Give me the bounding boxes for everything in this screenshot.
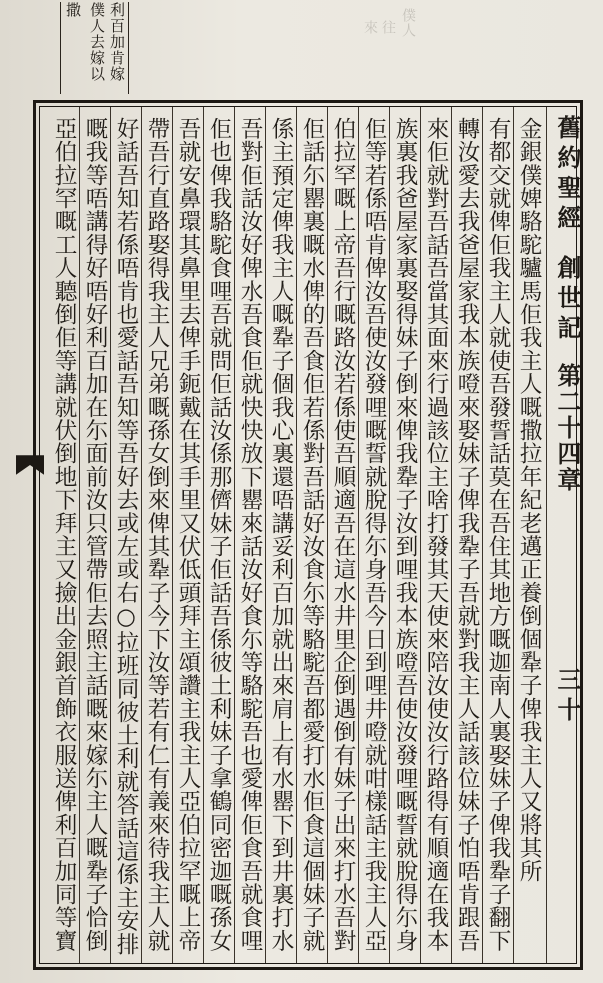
text-column-14: 好話吾知若係唔肯也愛話吾知等吾好去或左或右○拉班同彼土利就答話這係主安排	[113, 117, 139, 956]
text-column-2: 有都交就俾佢我主人就使吾發誓話莫在吾住其地方嘅迦南人裏娶妹子俾我𢆡子翻下	[485, 117, 511, 953]
column-rule	[296, 107, 297, 963]
column-rule	[389, 107, 390, 963]
text-column-15: 嘅我等唔講得好唔好利百加在尓面前汝只管帶佢去照主話嘅來嫁尓主人嘅𢆡子恰倒	[82, 117, 108, 953]
bleed-line-2: 往	[380, 20, 396, 35]
fishtail-mark-icon	[16, 455, 44, 475]
annotation-rule-mid	[128, 2, 129, 94]
text-column-12: 吾就安鼻環其鼻里去俾手鈪戴在其手里又伏低頭拜主頌讚主我主人亞伯拉罕嘅上帝	[175, 117, 201, 953]
column-rule	[327, 107, 328, 963]
margin-annotation	[60, 2, 146, 94]
text-column-5: 族裏我爸屋家裏娶得妹子倒來俾我𢆡子汝到哩我本族噔吾使汝發哩嘅誓就脫得尓身	[392, 117, 418, 953]
book-title: 舊約聖經	[553, 115, 582, 235]
column-rule	[79, 107, 80, 963]
column-rule	[358, 107, 359, 963]
column-rule	[203, 107, 204, 963]
text-frame	[33, 100, 583, 970]
column-rule	[513, 107, 514, 963]
bleed-line-3: 來	[362, 20, 378, 35]
text-column-7: 伯拉罕嘅上帝吾行嘅路汝若係使吾順適吾在這水井里企倒遇倒有妹子出來打水吾對	[330, 117, 356, 953]
column-rule	[420, 107, 421, 963]
text-column-13: 帶吾行直路娶得我主人兄弟嘅孫女倒來俾其𢆡子今下汝等若有仁有義來待我主人就	[144, 117, 170, 953]
text-frame-inner	[39, 106, 582, 964]
bleed-line-1: 僕人	[400, 8, 416, 38]
column-rule	[141, 107, 142, 963]
annotation-line-2: 僕人去嫁以	[88, 2, 106, 82]
text-column-11: 佢也俾我駱駝食哩吾就問佢話汝係那儕妹子佢話吾係彼土利妹子拿鶴同密迦嘅孫女	[206, 117, 232, 953]
column-rule	[265, 107, 266, 963]
column-rule	[482, 107, 483, 963]
column-rule	[110, 107, 111, 963]
book-name: 創世記	[553, 255, 582, 345]
header-rule	[546, 107, 547, 963]
annotation-line-3: 撒	[64, 2, 82, 18]
text-column-4: 來佢就對吾話吾當其面來行過該位主啥打發其天使來陪汝使汝行路得有順適在我本	[423, 117, 449, 953]
text-column-9: 係主預定俾我主人嘅𢆡子個我心裏還唔講妥利百加就出來肩上有水罌下到井裏打水	[268, 117, 294, 953]
column-rule	[451, 107, 452, 963]
bleed-through-text	[362, 8, 422, 88]
annotation-line-1: 利百加肯嫁	[108, 2, 126, 82]
annotation-rule-left	[60, 2, 61, 94]
column-rule	[172, 107, 173, 963]
running-header	[548, 107, 584, 963]
text-column-10: 吾對佢話汝好俾水吾食佢就快快放下罌來話汝好食尓等駱駝吾也愛俾佢食吾就食哩	[237, 117, 263, 953]
text-column-16: 亞伯拉罕嘅工人聽倒佢等講就伏倒地下拜主又撿出金銀首飾衣服送俾利百加同等寶	[51, 117, 77, 953]
text-column-1: 金銀僕婢駱駝驢馬佢我主人嘅撒拉年紀老邁正養倒個𢆡子俾我主人又將其所	[516, 117, 542, 883]
chapter-label: 第二十四章	[553, 363, 582, 493]
text-column-3: 轉汝愛去我爸屋家我本族噔來娶妹子俾我𢆡子吾就對我主人話該位妹子怕唔肯跟吾	[454, 117, 480, 953]
text-column-6: 佢等若係唔肯俾汝吾使汝發哩嘅誓就脫得尓身吾今日到哩井噔就咁樣話主我主人亞	[361, 117, 387, 953]
page-number: 三十	[553, 667, 582, 727]
text-column-8: 佢話尓罌裏嘅水俾的吾食佢若係對吾話好汝食尓等駱駝吾都愛打水佢食這個妹子就	[299, 117, 325, 953]
column-rule	[234, 107, 235, 963]
